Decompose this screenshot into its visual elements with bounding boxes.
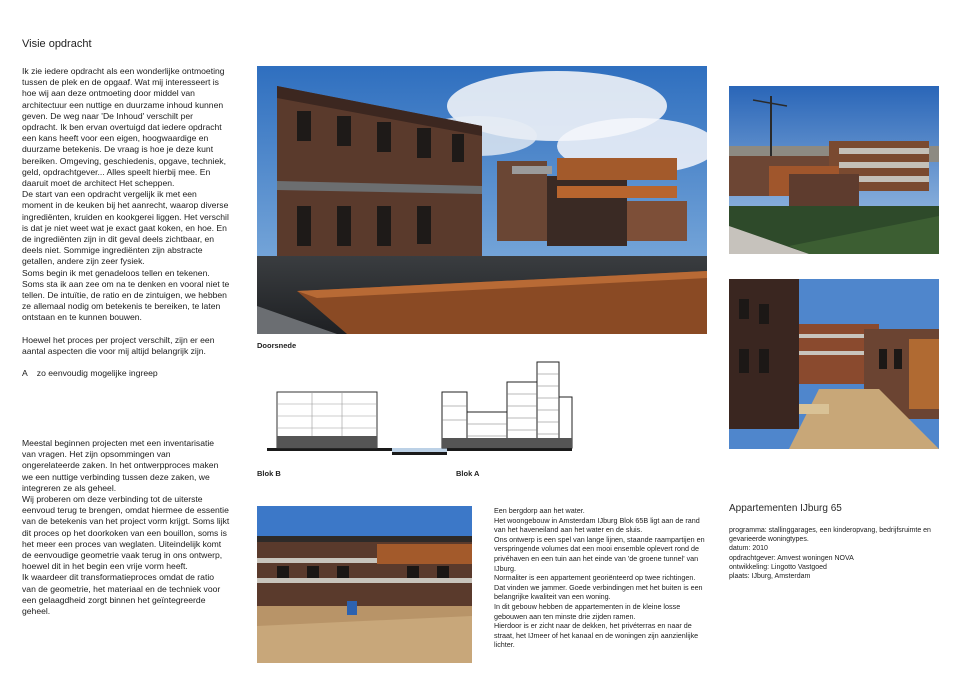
- paragraph: Soms begin ik met genadeloos tellen en tekenen. Soms sta ik aan zee om na te denken en vooral niet te tellen. De intuïtie, de ratio en de zintuigen, we hebben ze allemaal nodig om betekenis te bereiken, te laten ontstaan en te kunnen bouwen.: [22, 267, 230, 323]
- paragraph: Ik waardeer dit transformatieproces omdat de ratio van de geometrie, het materiaal en de techniek voor een gelaagdheid zorgt binnen het geïntegreerde geheel.: [22, 572, 221, 617]
- paragraph: Ik zie iedere opdracht als een wonderlijke ontmoeting tussen de plek en de opgaaf. Wat mij interesseert is hoe wij aan deze ontmoeting door middel van architectuur een nuttige en duurzame inhoud kunnen geven. De weg naar 'De Inhoud' verschilt per opdracht. Ik ben ervan overtuigd dat iedere opdracht een kans heeft voor een eigen, hoogwaardige en duurzame betekenis. De vraag is hoe je deze kunt bereiken. Omgeving, geschiedenis, opgave, techniek, geld, opdrachtgever... Alles speelt hierbij mee. En daaruit moet de architect Het scheppen.: [22, 66, 226, 189]
- project-details: [729, 526, 941, 581]
- paragraph: Wij proberen om deze verbinding tot de uiterste eenvoud terug te brengen, omdat hiermee de essentie van de betekenis van het project vorm krijgt. Soms lijkt dit proces op het doorkoken van een bouillon, soms is het meer een proces van weglaten. Uiteindelijk komt de eenvoudige geometrie vaak terug in ons ontwerp, hoewel dit in het begin een vrije vorm heeft.: [22, 494, 230, 572]
- description-line: Het woongebouw in Amsterdam IJburg Blok 65B ligt aan de rand van het haveneiland aan het water en de sluis.: [494, 515, 700, 535]
- description-line: Hierdoor is er zicht naar de dekken, het privéterras en naar de straat, het IJmeer of het kanaal en de woningen zijn aanzienlijke lichter.: [494, 621, 699, 650]
- body-text: [22, 438, 230, 617]
- aerial-construction-photo: [729, 86, 939, 254]
- subheading: A zo eenvoudig mogelijke ingreep: [22, 368, 158, 379]
- building-waterfront-photo: [257, 66, 707, 334]
- courtyard-photo: [729, 279, 939, 449]
- label-blok-a: Blok A: [456, 469, 480, 478]
- project-title: Appartementen IJburg 65: [729, 503, 842, 514]
- description-line: In dit gebouw hebben de appartementen in de kleine losse gebouwen aan ten minste drie zijden ramen.: [494, 601, 681, 621]
- project-detail: plaats: IJburg, Amsterdam: [729, 573, 811, 581]
- page-title: Visie opdracht: [22, 38, 92, 50]
- section-caption: Doorsnede: [257, 341, 297, 350]
- project-detail: ontwikkeling: Lingotto Vastgoed: [729, 563, 827, 571]
- paragraph: Meestal beginnen projecten met een inventarisatie van vragen. Het zijn opsommingen van ongerelateerde zaken. In het ontwerpproces maken we een nuttige verbinding tussen deze zaken, we integreren ze als geheel.: [22, 438, 219, 493]
- paragraph: De start van een opdracht vergelijk ik met een moment in de keuken bij het aanrecht, waarop diverse ingrediënten, kruiden en kookgerei liggen. Het verschil is dat je niet weet wat je exact gaat koken, en hoe. En de ingrediënten zijn in dit geval deels zichtbaar, en deels niet. Sommige ingrediënten zijn abstracte getallen, andere zijn zeer fysiek.: [22, 189, 229, 267]
- intro-text: [22, 66, 230, 379]
- construction-site-photo: [257, 506, 472, 663]
- description-line: Een bergdorp aan het water.: [494, 506, 585, 515]
- description-line: Normaliter is een appartement georiënteerd op twee richtingen. Dat vinden we jammer. Goede verbindingen met het buiten is een belangrijke kwaliteit van een woning.: [494, 573, 703, 602]
- description-line: Ons ontwerp is een spel van lange lijnen, staande raampartijen en verspringende volumes dat een mooi ensemble oplevert rond de privéhaven en een tuin aan het einde van 'de groene tunnel' van IJburg.: [494, 534, 705, 573]
- cross-section-drawing: [257, 352, 582, 462]
- description-text: [494, 506, 706, 650]
- project-detail: datum: 2010: [729, 545, 768, 553]
- project-detail: programma: stallinggarages, een kinderopvang, bedrijfsruimte en gevarieerde woningtypes.: [729, 527, 931, 544]
- paragraph: Hoewel het proces per project verschilt, zijn er een aantal aspecten die voor mij altijd belangrijk zijn.: [22, 334, 215, 356]
- project-detail: opdrachtgever: Amvest woningen NOVA: [729, 554, 854, 562]
- label-blok-b: Blok B: [257, 469, 281, 478]
